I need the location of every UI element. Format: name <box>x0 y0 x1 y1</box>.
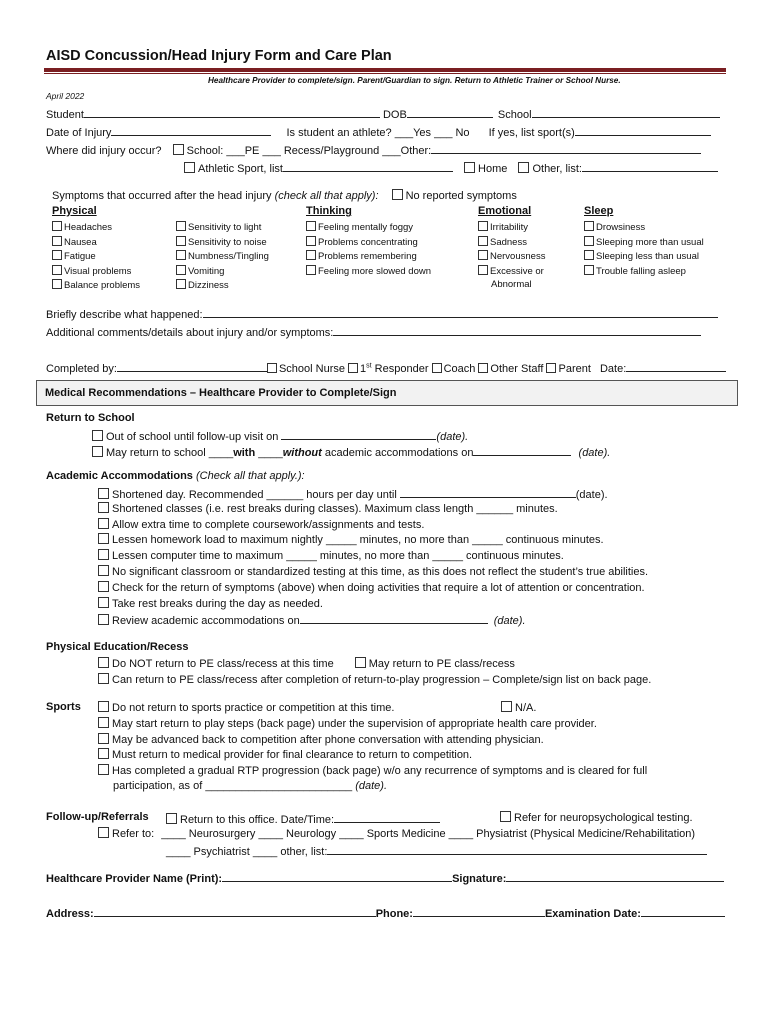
completed-by-label: Completed by: <box>46 363 117 375</box>
return-office-row <box>166 811 440 826</box>
symptom-checkbox[interactable] <box>52 236 62 246</box>
academic-checkbox[interactable] <box>98 533 109 544</box>
sports-label: Has completed a gradual RTP progression (back page) w/o any recurrence of symptoms and is cleared for full <box>112 765 648 778</box>
symptom-label: Drowsiness <box>596 222 646 233</box>
medical-bar-title: Medical Recommendations – Healthcare Provider to Complete/Sign <box>45 387 397 399</box>
briefly-row <box>46 306 718 321</box>
symptom-item <box>306 250 417 262</box>
academic-label: Lessen computer time to maximum _____ minutes, no more than _____ continuous minutes. <box>112 550 564 563</box>
symptom-item <box>478 265 544 277</box>
symptom-label: Sensitivity to light <box>188 222 262 233</box>
symptom-label: Trouble falling asleep <box>596 265 686 277</box>
refer-neuro-label: Refer for neuropsychological testing. <box>514 812 693 824</box>
school-label: School <box>497 109 532 121</box>
na-label: N/A. <box>515 702 537 714</box>
academic-item <box>98 612 526 627</box>
symptom-checkbox[interactable] <box>52 265 62 275</box>
form-title: AISD Concussion/Head Injury Form and Care Plan <box>46 48 392 64</box>
symptom-checkbox[interactable] <box>306 221 316 231</box>
refer-list: ____ Neurosurgery ____ Neurology ____ Sports Medicine ____ Physiatrist (Physical Medicine/Rehabilitation) <box>161 828 696 840</box>
sports-label: If yes, list sport(s) <box>488 127 575 139</box>
academic-label: Shortened classes (i.e. rest breaks during classes). Maximum class length ______ minutes. <box>112 502 558 515</box>
home-option: Home <box>478 163 508 175</box>
first-responder-checkbox[interactable] <box>348 363 358 373</box>
academic-checkbox[interactable] <box>98 581 109 592</box>
symptom-label: Headaches <box>64 222 113 233</box>
may-return-date[interactable] <box>473 444 571 456</box>
may-return-checkbox[interactable] <box>92 446 103 457</box>
symptom-item <box>478 221 528 233</box>
additional-row <box>46 324 701 339</box>
academic-checkbox[interactable] <box>98 614 109 625</box>
header-rule <box>44 68 726 72</box>
no-symptoms-checkbox[interactable] <box>392 189 403 200</box>
school-other-field[interactable] <box>431 142 701 154</box>
academic-item <box>98 549 564 562</box>
return-heading: Return to School <box>46 412 135 424</box>
participation-label: participation, as of ________________________ <box>113 780 353 792</box>
academic-heading-note: (Check all that apply.): <box>192 470 305 482</box>
pe-may-checkbox[interactable] <box>355 657 366 668</box>
symptom-item <box>478 250 545 262</box>
symptom-item <box>306 265 431 277</box>
out-of-school-date[interactable] <box>281 428 436 440</box>
symptom-label: Sadness <box>490 236 527 248</box>
briefly-field[interactable] <box>203 306 718 318</box>
academic-label: Shortened day. Recommended ______ hours per day until <box>112 489 397 501</box>
parent-label: Parent <box>558 363 591 375</box>
shortened-day-date-suffix: (date). <box>575 489 608 501</box>
injury-row <box>46 124 711 139</box>
pe-no-label: Do NOT return to PE class/recess at this time <box>112 658 334 670</box>
symptom-checkbox[interactable] <box>584 221 594 231</box>
symptom-checkbox[interactable] <box>306 250 316 260</box>
symptom-label: Irritability <box>490 222 529 233</box>
other-list-field[interactable] <box>327 843 707 855</box>
symptom-checkbox[interactable] <box>584 265 594 275</box>
academic-label: No significant classroom or standardized testing at this time, as this does not reflect the student’s true abilities. <box>112 566 649 578</box>
symptom-item <box>176 250 269 262</box>
academic-checkbox[interactable] <box>98 549 109 560</box>
other-field[interactable] <box>582 160 718 172</box>
symptom-category-heading: Physical <box>52 205 97 217</box>
academic-item <box>98 597 323 610</box>
pe-can-label: Can return to PE class/recess after completion of return-to-play progression – Complete/sign list on back page. <box>112 674 652 686</box>
other-staff-checkbox[interactable] <box>478 363 488 373</box>
out-of-school-date-suffix: (date). <box>436 431 469 443</box>
academic-item <box>98 581 645 594</box>
coach-label: Coach <box>443 363 476 375</box>
phone-label: Phone: <box>375 908 413 920</box>
symptom-label: Problems concentrating <box>318 236 418 248</box>
address-field[interactable] <box>94 905 376 917</box>
pe-may-label: May return to PE class/recess <box>368 658 515 670</box>
symptom-item <box>306 236 418 248</box>
return-office-label: Return to this office. Date/Time: <box>180 814 335 826</box>
provider-name-label: Healthcare Provider Name (Print): <box>46 873 223 885</box>
refer-to-row-2 <box>166 843 707 858</box>
refer-to-checkbox[interactable] <box>98 827 109 838</box>
symptom-label: Nervousness <box>490 251 546 262</box>
may-return-row <box>92 444 610 459</box>
symptom-item <box>306 221 413 233</box>
first-responder-num: 1 <box>360 363 367 375</box>
symptom-label: Fatigue <box>64 251 96 262</box>
symptom-item <box>52 221 112 233</box>
sports-item <box>98 748 472 761</box>
first-responder-label: Responder <box>371 363 429 375</box>
where-row <box>46 142 701 157</box>
date-of-injury-label: Date of Injury <box>46 127 112 139</box>
sports-checkbox[interactable] <box>98 733 109 744</box>
sports-label: May start return to play steps (back page) under the supervision of appropriate health care provider. <box>112 717 597 730</box>
sports-label: Do not return to sports practice or competition at this time. <box>112 702 395 714</box>
school-checkbox[interactable] <box>173 144 184 155</box>
symptom-checkbox[interactable] <box>52 221 62 231</box>
symptom-item <box>52 265 131 277</box>
may-return-date-suffix: (date). <box>578 447 611 459</box>
shortened-day-date[interactable] <box>400 486 576 498</box>
header-rule-thin <box>44 73 726 74</box>
symptom-checkbox[interactable] <box>478 236 488 246</box>
refer-list-2: ____ Psychiatrist ____ other, list: <box>166 846 328 858</box>
symptom-label: Feeling more slowed down <box>318 265 432 277</box>
sports-item <box>98 764 647 777</box>
refer-neuro-checkbox[interactable] <box>500 811 511 822</box>
sports-checkbox[interactable] <box>98 717 109 728</box>
sports-checkbox[interactable] <box>98 748 109 759</box>
academic-checkbox[interactable] <box>98 518 109 529</box>
symptom-item <box>176 279 229 291</box>
academic-label: Allow extra time to complete coursework/assignments and tests. <box>112 518 425 531</box>
followup-heading: Follow-up/Referrals <box>46 811 149 823</box>
symptom-label: Numbness/Tingling <box>188 251 269 262</box>
na-option <box>501 701 536 714</box>
participation-row <box>113 780 387 792</box>
out-of-school-label: Out of school until follow-up visit on <box>106 431 279 443</box>
academic-checkbox[interactable] <box>98 565 109 576</box>
school-nurse-label: School Nurse <box>278 363 345 375</box>
school-option: School: ___PE ___ Recess/Playground ___Other: <box>186 145 432 157</box>
out-of-school-row <box>92 428 468 443</box>
may-return-label: May return to school ____ <box>106 447 234 459</box>
symptom-label: Sensitivity to noise <box>188 236 267 248</box>
symptom-label: Nausea <box>64 236 97 248</box>
symptom-item <box>584 265 686 277</box>
school-nurse-checkbox[interactable] <box>267 363 277 373</box>
sports-heading: Sports <box>46 701 81 713</box>
pe-row-1 <box>98 657 515 670</box>
symptoms-intro <box>52 189 517 202</box>
academic-item <box>98 502 558 515</box>
review-date-field[interactable] <box>300 612 488 624</box>
symptom-item <box>584 236 704 248</box>
symptom-item <box>52 279 140 291</box>
address-row <box>46 905 725 920</box>
where-label: Where did injury occur? <box>46 145 162 157</box>
refer-neuro-row <box>500 811 693 824</box>
symptom-item <box>52 250 96 262</box>
academic-label: Lessen homework load to maximum nightly _____ minutes, no more than _____ continuous minutes. <box>112 534 604 547</box>
form-date: April 2022 <box>46 91 85 101</box>
symptom-label: Problems remembering <box>318 251 417 262</box>
provider-name-field[interactable] <box>222 870 452 882</box>
completed-by-field[interactable] <box>117 360 267 372</box>
academic-item <box>98 565 648 578</box>
sports-label: May be advanced back to competition after phone conversation with attending physician. <box>112 733 544 746</box>
date-of-injury-field[interactable] <box>111 124 271 136</box>
symptom-item <box>176 236 267 248</box>
athlete-question: Is student an athlete? ___Yes ___ No <box>286 127 470 139</box>
exam-date-label: Examination Date: <box>544 908 641 920</box>
sports-checkbox[interactable] <box>98 701 109 712</box>
symptom-label: Sleeping more than usual <box>596 236 704 248</box>
symptom-item <box>584 250 699 262</box>
return-office-field[interactable] <box>334 811 440 823</box>
other-staff-label: Other Staff <box>490 363 544 375</box>
academic-item <box>98 486 608 501</box>
symptom-checkbox[interactable] <box>478 221 488 231</box>
home-checkbox[interactable] <box>464 162 475 173</box>
may-return-rest: academic accommodations on <box>321 447 474 459</box>
coach-checkbox[interactable] <box>432 363 442 373</box>
symptom-label: Abnormal <box>491 279 532 290</box>
symptoms-intro-text: Symptoms that occurred after the head injury <box>52 190 275 202</box>
academic-item <box>98 533 604 546</box>
symptom-checkbox[interactable] <box>176 221 186 231</box>
provider-row <box>46 870 724 885</box>
pe-row-2 <box>98 673 651 686</box>
refer-to-row <box>98 827 695 840</box>
sports-field[interactable] <box>575 124 711 136</box>
athletic-row <box>184 160 718 175</box>
symptom-category-heading: Thinking <box>306 205 352 217</box>
additional-label: Additional comments/details about injury and/or symptoms: <box>46 327 334 339</box>
symptom-checkbox[interactable] <box>176 236 186 246</box>
academic-checkbox[interactable] <box>98 502 109 513</box>
review-date-suffix: (date). <box>493 615 526 628</box>
completed-row <box>46 360 726 375</box>
without-label: without <box>282 447 322 459</box>
first-responder-sup: st <box>366 362 372 370</box>
symptom-checkbox[interactable] <box>584 236 594 246</box>
symptom-label: Sleeping less than usual <box>596 251 699 262</box>
school-field[interactable] <box>532 106 720 118</box>
athletic-option: Athletic Sport, list <box>198 163 283 175</box>
symptom-item <box>584 221 645 233</box>
signature-label: Signature: <box>452 873 507 885</box>
academic-item <box>98 518 424 531</box>
other-checkbox[interactable] <box>518 162 529 173</box>
sports-label: Must return to medical provider for final clearance to return to competition. <box>112 749 473 762</box>
symptom-label: Visual problems <box>64 265 132 277</box>
with-sep: ____ <box>255 447 283 459</box>
na-checkbox[interactable] <box>501 701 512 712</box>
academic-label: Check for the return of symptoms (above) when doing activities that require a lot of attention or concentration. <box>112 581 645 594</box>
academic-checkbox[interactable] <box>98 488 109 499</box>
symptom-item <box>491 279 532 290</box>
symptom-checkbox[interactable] <box>52 279 62 289</box>
symptoms-intro-italic: (check all that apply): <box>274 190 379 202</box>
symptom-checkbox[interactable] <box>306 236 316 246</box>
exam-date-field[interactable] <box>641 905 725 917</box>
dob-field[interactable] <box>407 106 493 118</box>
symptom-checkbox[interactable] <box>584 250 594 260</box>
sports-item <box>98 701 394 714</box>
return-office-checkbox[interactable] <box>166 813 177 824</box>
sports-item <box>98 717 597 730</box>
phone-field[interactable] <box>413 905 545 917</box>
symptom-checkbox[interactable] <box>52 250 62 260</box>
symptom-checkbox[interactable] <box>176 250 186 260</box>
symptom-label: Excessive or <box>490 265 544 277</box>
sports-item <box>98 733 544 746</box>
symptom-checkbox[interactable] <box>478 265 488 275</box>
athletic-field[interactable] <box>283 160 453 172</box>
symptom-category-heading: Emotional <box>478 205 532 217</box>
academic-checkbox[interactable] <box>98 597 109 608</box>
symptom-item <box>176 221 261 233</box>
refer-to-label: Refer to: <box>112 828 155 840</box>
symptom-label: Feeling mentally foggy <box>318 222 414 233</box>
student-row <box>46 106 720 121</box>
symptom-checkbox[interactable] <box>176 265 186 275</box>
symptom-checkbox[interactable] <box>306 265 316 275</box>
academic-label: Take rest breaks during the day as needed. <box>112 597 323 610</box>
symptom-checkbox[interactable] <box>176 279 186 289</box>
out-of-school-checkbox[interactable] <box>92 430 103 441</box>
symptom-item <box>176 265 224 277</box>
additional-field[interactable] <box>333 324 701 336</box>
completed-date-label: Date: <box>599 363 627 375</box>
symptom-item <box>52 236 97 248</box>
pe-heading: Physical Education/Recess <box>46 641 189 653</box>
address-label: Address: <box>46 908 94 920</box>
symptom-label: Vomiting <box>188 265 225 277</box>
symptom-checkbox[interactable] <box>478 250 488 260</box>
symptom-category-heading: Sleep <box>584 205 614 217</box>
with-label: with <box>233 447 256 459</box>
medical-recommendations-bar <box>36 380 738 406</box>
pe-can-checkbox[interactable] <box>98 673 109 684</box>
completed-date-field[interactable] <box>626 360 726 372</box>
symptom-label: Dizziness <box>188 280 229 291</box>
student-label: Student <box>46 109 84 121</box>
academic-heading-row <box>46 470 305 482</box>
form-instructions: Healthcare Provider to complete/sign. Parent/Guardian to sign. Return to Athletic Trainer or School Nurse. <box>208 76 621 85</box>
academic-heading: Academic Accommodations <box>46 470 193 482</box>
other-option: Other, list: <box>532 163 582 175</box>
briefly-label: Briefly describe what happened: <box>46 309 203 321</box>
academic-label: Review academic accommodations on <box>112 615 300 628</box>
athletic-checkbox[interactable] <box>184 162 195 173</box>
signature-field[interactable] <box>506 870 724 882</box>
symptom-item <box>478 236 527 248</box>
participation-date-suffix: (date). <box>355 780 388 792</box>
pe-no-checkbox[interactable] <box>98 657 109 668</box>
symptom-label: Balance problems <box>64 280 141 291</box>
parent-checkbox[interactable] <box>546 363 556 373</box>
sports-checkbox[interactable] <box>98 764 109 775</box>
no-symptoms-label: No reported symptoms <box>405 190 517 202</box>
student-field[interactable] <box>84 106 380 118</box>
dob-label: DOB <box>382 109 407 121</box>
